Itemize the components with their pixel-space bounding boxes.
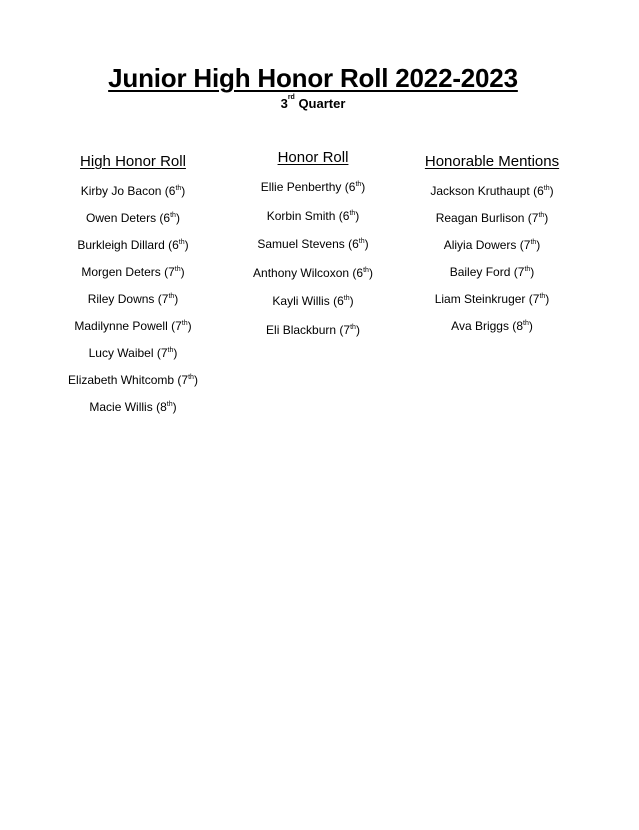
student-name: Macie Willis [89, 400, 153, 414]
grade: 6 [537, 184, 544, 198]
grade: 8 [516, 319, 523, 333]
student-name: Anthony Wilcoxon [253, 265, 350, 280]
student-name: Lucy Waibel [88, 346, 154, 360]
list-item: Owen Deters (6th) [86, 211, 180, 225]
grade-suffix: th [175, 185, 182, 192]
list-item: Elizabeth Whitcomb (7th) [68, 373, 198, 387]
grade: 6 [342, 208, 350, 223]
student-name: Riley Downs [87, 292, 155, 306]
grade-suffix: th [181, 320, 188, 327]
student-name: Kirby Jo Bacon [80, 184, 162, 198]
grade: 7 [532, 292, 540, 306]
grade-suffix: th [363, 266, 369, 274]
list-item: Lucy Waibel (7th) [88, 346, 178, 360]
student-name: Elizabeth Whitcomb [68, 373, 175, 387]
list-item: Anthony Wilcoxon (6th) [253, 265, 373, 280]
student-name: Aliyia Dowers [443, 238, 517, 252]
list-item: Morgen Deters (7th) [81, 265, 185, 279]
list-item: Kayli Willis (6th) [272, 294, 354, 308]
honorable-mentions-column [397, 152, 587, 345]
grade-suffix: th [166, 401, 173, 408]
list-item: Aliyia Dowers (7th) [443, 238, 541, 252]
grade: 7 [531, 211, 539, 225]
grade-suffix: th [524, 266, 531, 273]
grade-suffix: th [168, 293, 175, 300]
list-item: Ava Briggs (8th) [451, 319, 533, 333]
grade: 7 [175, 319, 182, 333]
grade: 6 [163, 211, 171, 225]
grade: 7 [168, 265, 175, 279]
student-name: Owen Deters [86, 211, 157, 225]
list-item: Jackson Kruthaupt (6th) [430, 184, 554, 198]
list-item: Liam Steinkruger (7th) [434, 292, 550, 306]
grade: 7 [523, 238, 531, 252]
student-name: Samuel Stevens [257, 237, 345, 251]
grade-suffix: th [178, 239, 185, 246]
grade: 6 [348, 180, 356, 194]
grade-suffix: th [538, 212, 545, 219]
page-title: Junior High Honor Roll 2022-2023 [108, 63, 518, 93]
grade: 6 [352, 237, 359, 251]
grade-suffix: th [174, 266, 181, 273]
quarter-suffix: rd [287, 94, 295, 101]
student-name: Ava Briggs [451, 319, 509, 333]
quarter-subtitle [0, 96, 626, 111]
honor-roll-heading: Honor Roll [277, 149, 349, 166]
student-name: Kayli Willis [272, 294, 330, 308]
grade-suffix: th [539, 293, 546, 300]
list-item: Madilynne Powell (7th) [74, 319, 192, 333]
grade: 7 [343, 322, 351, 337]
grade: 6 [168, 184, 176, 198]
high-honor-roll-column [38, 152, 228, 426]
grade: 6 [337, 294, 344, 308]
grade-suffix: th [358, 238, 365, 245]
grade-suffix: th [343, 295, 350, 302]
list-item: Riley Downs (7th) [87, 292, 179, 306]
student-name: Eli Blackburn [266, 322, 337, 337]
grade-suffix: th [170, 212, 176, 219]
quarter-label: Quarter [298, 96, 346, 111]
grade: 7 [181, 373, 189, 387]
grade-suffix: th [523, 320, 529, 327]
list-item: Macie Willis (8th) [89, 400, 177, 414]
high-honor-roll-heading: High Honor Roll [80, 153, 186, 170]
grade-suffix: th [355, 181, 362, 188]
student-name: Morgen Deters [81, 265, 161, 279]
list-item: Burkleigh Dillard (6th) [77, 238, 189, 252]
list-item: Reagan Burlison (7th) [435, 211, 549, 225]
student-name: Reagan Burlison [435, 211, 525, 225]
honorable-mentions-heading: Honorable Mentions [424, 153, 560, 170]
grade: 7 [160, 346, 168, 360]
student-name: Madilynne Powell [74, 319, 168, 333]
student-name: Jackson Kruthaupt [430, 184, 530, 198]
grade: 7 [161, 292, 169, 306]
list-item: Bailey Ford (7th) [449, 265, 535, 279]
list-item: Kirby Jo Bacon (6th) [80, 184, 186, 198]
grade-suffix: th [167, 347, 174, 354]
list-item: Eli Blackburn (7th) [266, 322, 360, 337]
grade-suffix: th [349, 209, 356, 217]
grade-suffix: th [188, 374, 194, 381]
student-name: Bailey Ford [449, 265, 511, 279]
student-name: Korbin Smith [266, 208, 336, 223]
grade-suffix: th [350, 323, 356, 331]
quarter-number: 3 [280, 96, 288, 111]
grade: 8 [160, 400, 167, 414]
student-name: Ellie Penberthy [260, 180, 342, 194]
grade: 6 [172, 238, 179, 252]
list-item: Korbin Smith (6th) [266, 208, 360, 223]
grade-suffix: th [530, 239, 537, 246]
list-item: Samuel Stevens (6th) [257, 237, 369, 251]
list-item: Ellie Penberthy (6th) [260, 180, 366, 194]
student-name: Burkleigh Dillard [77, 238, 165, 252]
student-name: Liam Steinkruger [434, 292, 526, 306]
grade: 6 [356, 265, 364, 280]
grade-suffix: th [543, 185, 550, 192]
grade: 7 [517, 265, 525, 279]
honor-roll-column [218, 148, 408, 350]
